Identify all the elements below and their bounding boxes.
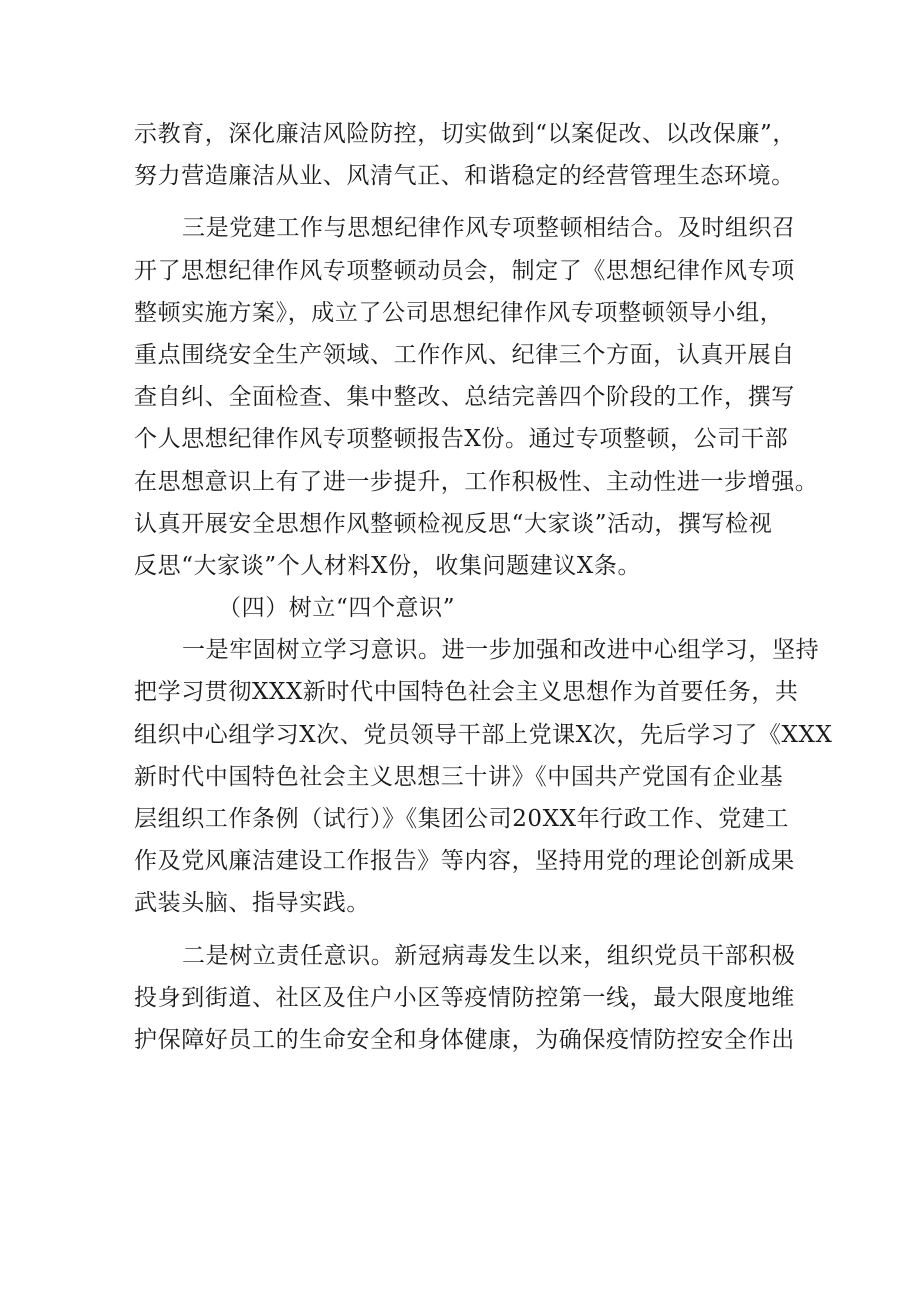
document-body bbox=[134, 113, 833, 1061]
body-line: 投身到街道、社区及住户小区等疫情防控第一线，最大限度地维 bbox=[134, 984, 795, 1011]
body-line: 整顿实施方案》，成立了公司思想纪律作风专项整顿领导小组， bbox=[134, 299, 784, 326]
body-line: 武装头脑、指导实践。 bbox=[134, 890, 370, 917]
paragraph-responsibility-start: 二是树立责任意识。新冠病毒发生以来，组织党员干部积极 bbox=[182, 942, 796, 969]
body-line: 认真开展安全思想作风整顿检视反思“大家谈”活动，撰写检视 bbox=[134, 510, 773, 537]
paragraph-gap bbox=[134, 197, 794, 207]
body-line: 努力营造廉洁从业、风清气正、和谐稳定的经营管理生态环境。 bbox=[134, 163, 795, 190]
body-line: 新时代中国特色社会主义思想三十讲》《中国共产党国有企业基 bbox=[134, 763, 784, 790]
body-line: 护保障好员工的生命安全和身体健康，为确保疫情防控安全作出 bbox=[134, 1026, 795, 1053]
body-line: 组织中心组学习X次、党员领导干部上党课X次，先后学习了《XXX bbox=[134, 721, 833, 748]
body-line: 把学习贯彻XXX新时代中国特色社会主义思想作为首要任务，共 bbox=[134, 679, 799, 706]
body-line: 重点围绕安全生产领域、工作作风、纪律三个方面，认真开展自 bbox=[134, 341, 795, 368]
paragraph-three-start: 三是党建工作与思想纪律作风专项整顿相结合。及时组织召 bbox=[182, 215, 796, 242]
body-line: 层组织工作条例（试行）》《集团公司20XX年行政工作、党建工 bbox=[134, 806, 790, 832]
body-line: 示教育，深化廉洁风险防控，切实做到“以案促改、以改保廉”， bbox=[134, 121, 796, 147]
section-heading: （四）树立“四个意识” bbox=[218, 595, 456, 622]
body-line: 作及党风廉洁建设工作报告》等内容，坚持用党的理论创新成果 bbox=[134, 848, 795, 875]
paragraph-gap bbox=[134, 925, 794, 935]
body-line: 在思想意识上有了进一步提升，工作积极性、主动性进一步增强。 bbox=[134, 468, 819, 495]
body-line: 反思“大家谈”个人材料X份，收集问题建议X条。 bbox=[134, 552, 642, 579]
paragraph-learning-start: 一是牢固树立学习意识。进一步加强和改进中心组学习，坚持 bbox=[182, 637, 820, 664]
body-line: 查自纠、全面检查、集中整改、总结完善四个阶段的工作，撰写 bbox=[134, 384, 795, 411]
body-line: 开了思想纪律作风专项整顿动员会，制定了《思想纪律作风专项 bbox=[134, 257, 795, 284]
body-line: 个人思想纪律作风专项整顿报告X份。通过专项整顿，公司干部 bbox=[134, 426, 789, 453]
